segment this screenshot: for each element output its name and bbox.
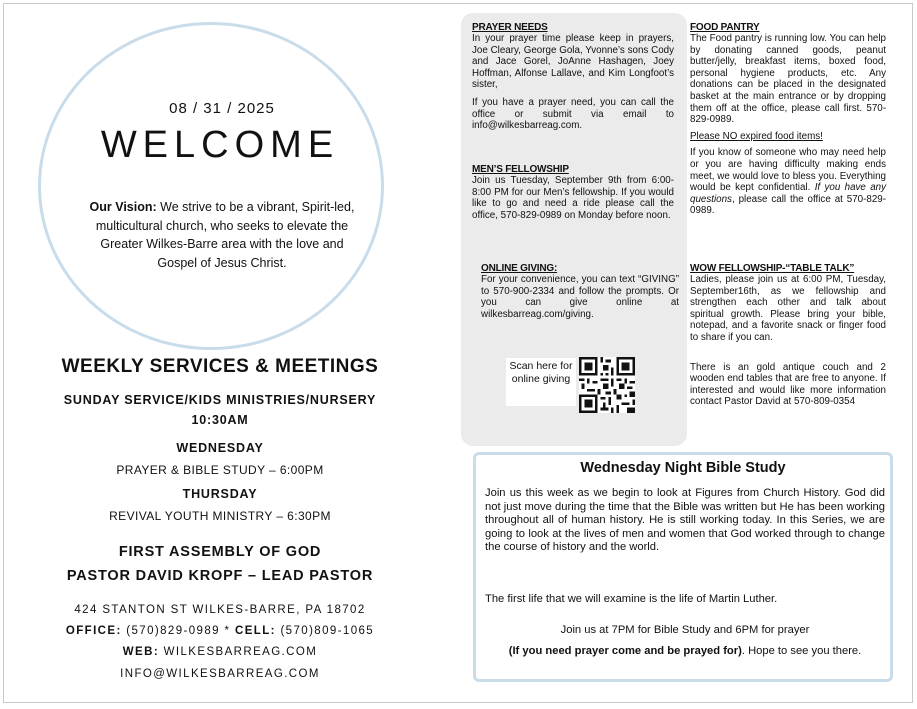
pastor-name: PASTOR DAVID KROPF – LEAD PASTOR (66, 568, 374, 584)
food-pantry-help (690, 147, 886, 217)
online-giving-heading: ONLINE GIVING: (481, 263, 558, 274)
wow-fellowship-text: Ladies, please join us at 6:00 PM, Tuesday, September16th, as we fellowship and strengthen each other and talk about spiritual growth. Please bring your bible, notepad, and a favorite snack or finger food to share if you can. (690, 274, 886, 343)
online-giving-section (481, 263, 679, 320)
bulletin-date: 08 / 31 / 2025 (169, 100, 275, 117)
wednesday-label: WEDNESDAY (176, 441, 264, 455)
church-web (20, 646, 420, 658)
bible-study-prayer (485, 645, 885, 659)
food-pantry-heading: FOOD PANTRY (690, 22, 760, 33)
vision-label: Our Vision: (89, 200, 157, 214)
bible-study-prayer-rest: . Hope to see you there. (741, 645, 862, 657)
thursday-label: THURSDAY (182, 487, 258, 501)
no-expired-note: Please NO expired food items! (690, 130, 823, 142)
wow-fellowship-section (690, 263, 886, 408)
mens-fellowship-heading: MEN’S FELLOWSHIP (472, 164, 569, 175)
bible-study-prayer-bold: (If you need prayer come and be prayed for) (508, 645, 742, 657)
prayer-needs-contact: If you have a prayer need, you can call the office or submit via email to info@wilkesbarreag.com. (472, 96, 674, 132)
food-pantry-help-text: If you know of someone who may need help or you are having difficulty making ends meet, we would love to bless you. Everything would be kept confidential. (690, 147, 886, 194)
couch-notice: There is an gold antique couch and 2 wooden end tables that are free to anyone. If interested and would like more information contact Pastor David at 570-809-0354 (690, 361, 886, 408)
food-pantry-help-call: , please call the office at 570-829-0989. (690, 193, 886, 217)
services-title: WEEKLY SERVICES & MEETINGS (61, 356, 379, 377)
food-pantry-section (690, 22, 886, 217)
vision-text: We strive to be a vibrant, Spirit-led, multicultural church, who seeks to elevate the Greater Wilkes-Barre area with the love and Gospel of Jesus Christ. (95, 200, 355, 270)
bible-study-first-life: The first life that we will examine is the life of Martin Luther. (485, 593, 778, 605)
office-label: OFFICE: (65, 625, 122, 637)
sunday-service-label: SUNDAY SERVICE/KIDS MINISTRIES/NURSERY (63, 393, 377, 407)
bible-study-title: Wednesday Night Bible Study (580, 460, 786, 476)
food-pantry-text: The Food pantry is running low. You can help by donating canned goods, peanut butter/jelly, breakfast items, boxed food, personal hygiene products, etc. Any donations can be placed in the designated basket at the main entrance or by dropping them off at the office, please call first. 570-829-0989. (690, 33, 886, 126)
mens-fellowship-text: Join us Tuesday, September 9th from 6:00-8:00 PM for our Men’s fellowship. If you would like to go and need a ride please call the office, 570-829-0989 on Monday before noon. (472, 175, 674, 221)
online-giving-text: For your convenience, you can text “GIVING” to 570-900-2334 and follow the prompts. Or you can give online at wilkesbarreag.com/giving. (481, 274, 679, 320)
welcome-title: WELCOME (100, 124, 340, 166)
bible-study-times: Join us at 7PM for Bible Study and 6PM for prayer (560, 624, 810, 636)
web-label: WEB: (122, 646, 160, 658)
wow-fellowship-heading: WOW FELLOWSHIP-“TABLE TALK” (690, 263, 855, 274)
food-pantry-help-italic: If you have any questions (690, 182, 887, 205)
bible-study-intro: Join us this week as we begin to look at Figures from Church History. God did not just move during the time that the Bible was written but He has been working throughout all of human history. He is still working today. In this Series, we are going to look at the lives of men and women that God worked through to change the course of history and the world. (485, 487, 885, 554)
qr-label: Scan here for online giving (506, 358, 576, 406)
church-address: 424 STANTON ST WILKES-BARRE, PA 18702 (74, 604, 366, 616)
church-phones (20, 625, 420, 637)
prayer-needs-text: In your prayer time please keep in prayers, Joe Cleary, George Gola, Yvonne’s sons Cody and Jace Gorel, JoAnne Hashagen, Joey Hoffman, Alfonse Lallave, and Kim Longfoot’s sister, (472, 33, 674, 91)
prayer-needs-section (472, 22, 674, 132)
qr-code-icon[interactable] (579, 357, 635, 413)
thursday-detail: REVIVAL YOUTH MINISTRY – 6:30PM (109, 509, 331, 523)
sunday-service-time: 10:30AM (191, 413, 249, 427)
vision-statement (84, 198, 360, 272)
mens-fellowship-section (472, 164, 674, 221)
welcome-circle (38, 22, 384, 350)
prayer-needs-heading: PRAYER NEEDS (472, 22, 548, 33)
church-name: FIRST ASSEMBLY OF GOD (118, 544, 322, 560)
wednesday-detail: PRAYER & BIBLE STUDY – 6:00PM (116, 463, 324, 477)
web-address[interactable]: WILKESBARREAG.COM (159, 646, 318, 658)
cell-phone: (570)809-1065 (275, 625, 375, 637)
church-email[interactable]: INFO@WILKESBARREAG.COM (120, 668, 320, 680)
office-phone: (570)829-0989 * (121, 625, 235, 637)
cell-label: CELL: (235, 625, 276, 637)
